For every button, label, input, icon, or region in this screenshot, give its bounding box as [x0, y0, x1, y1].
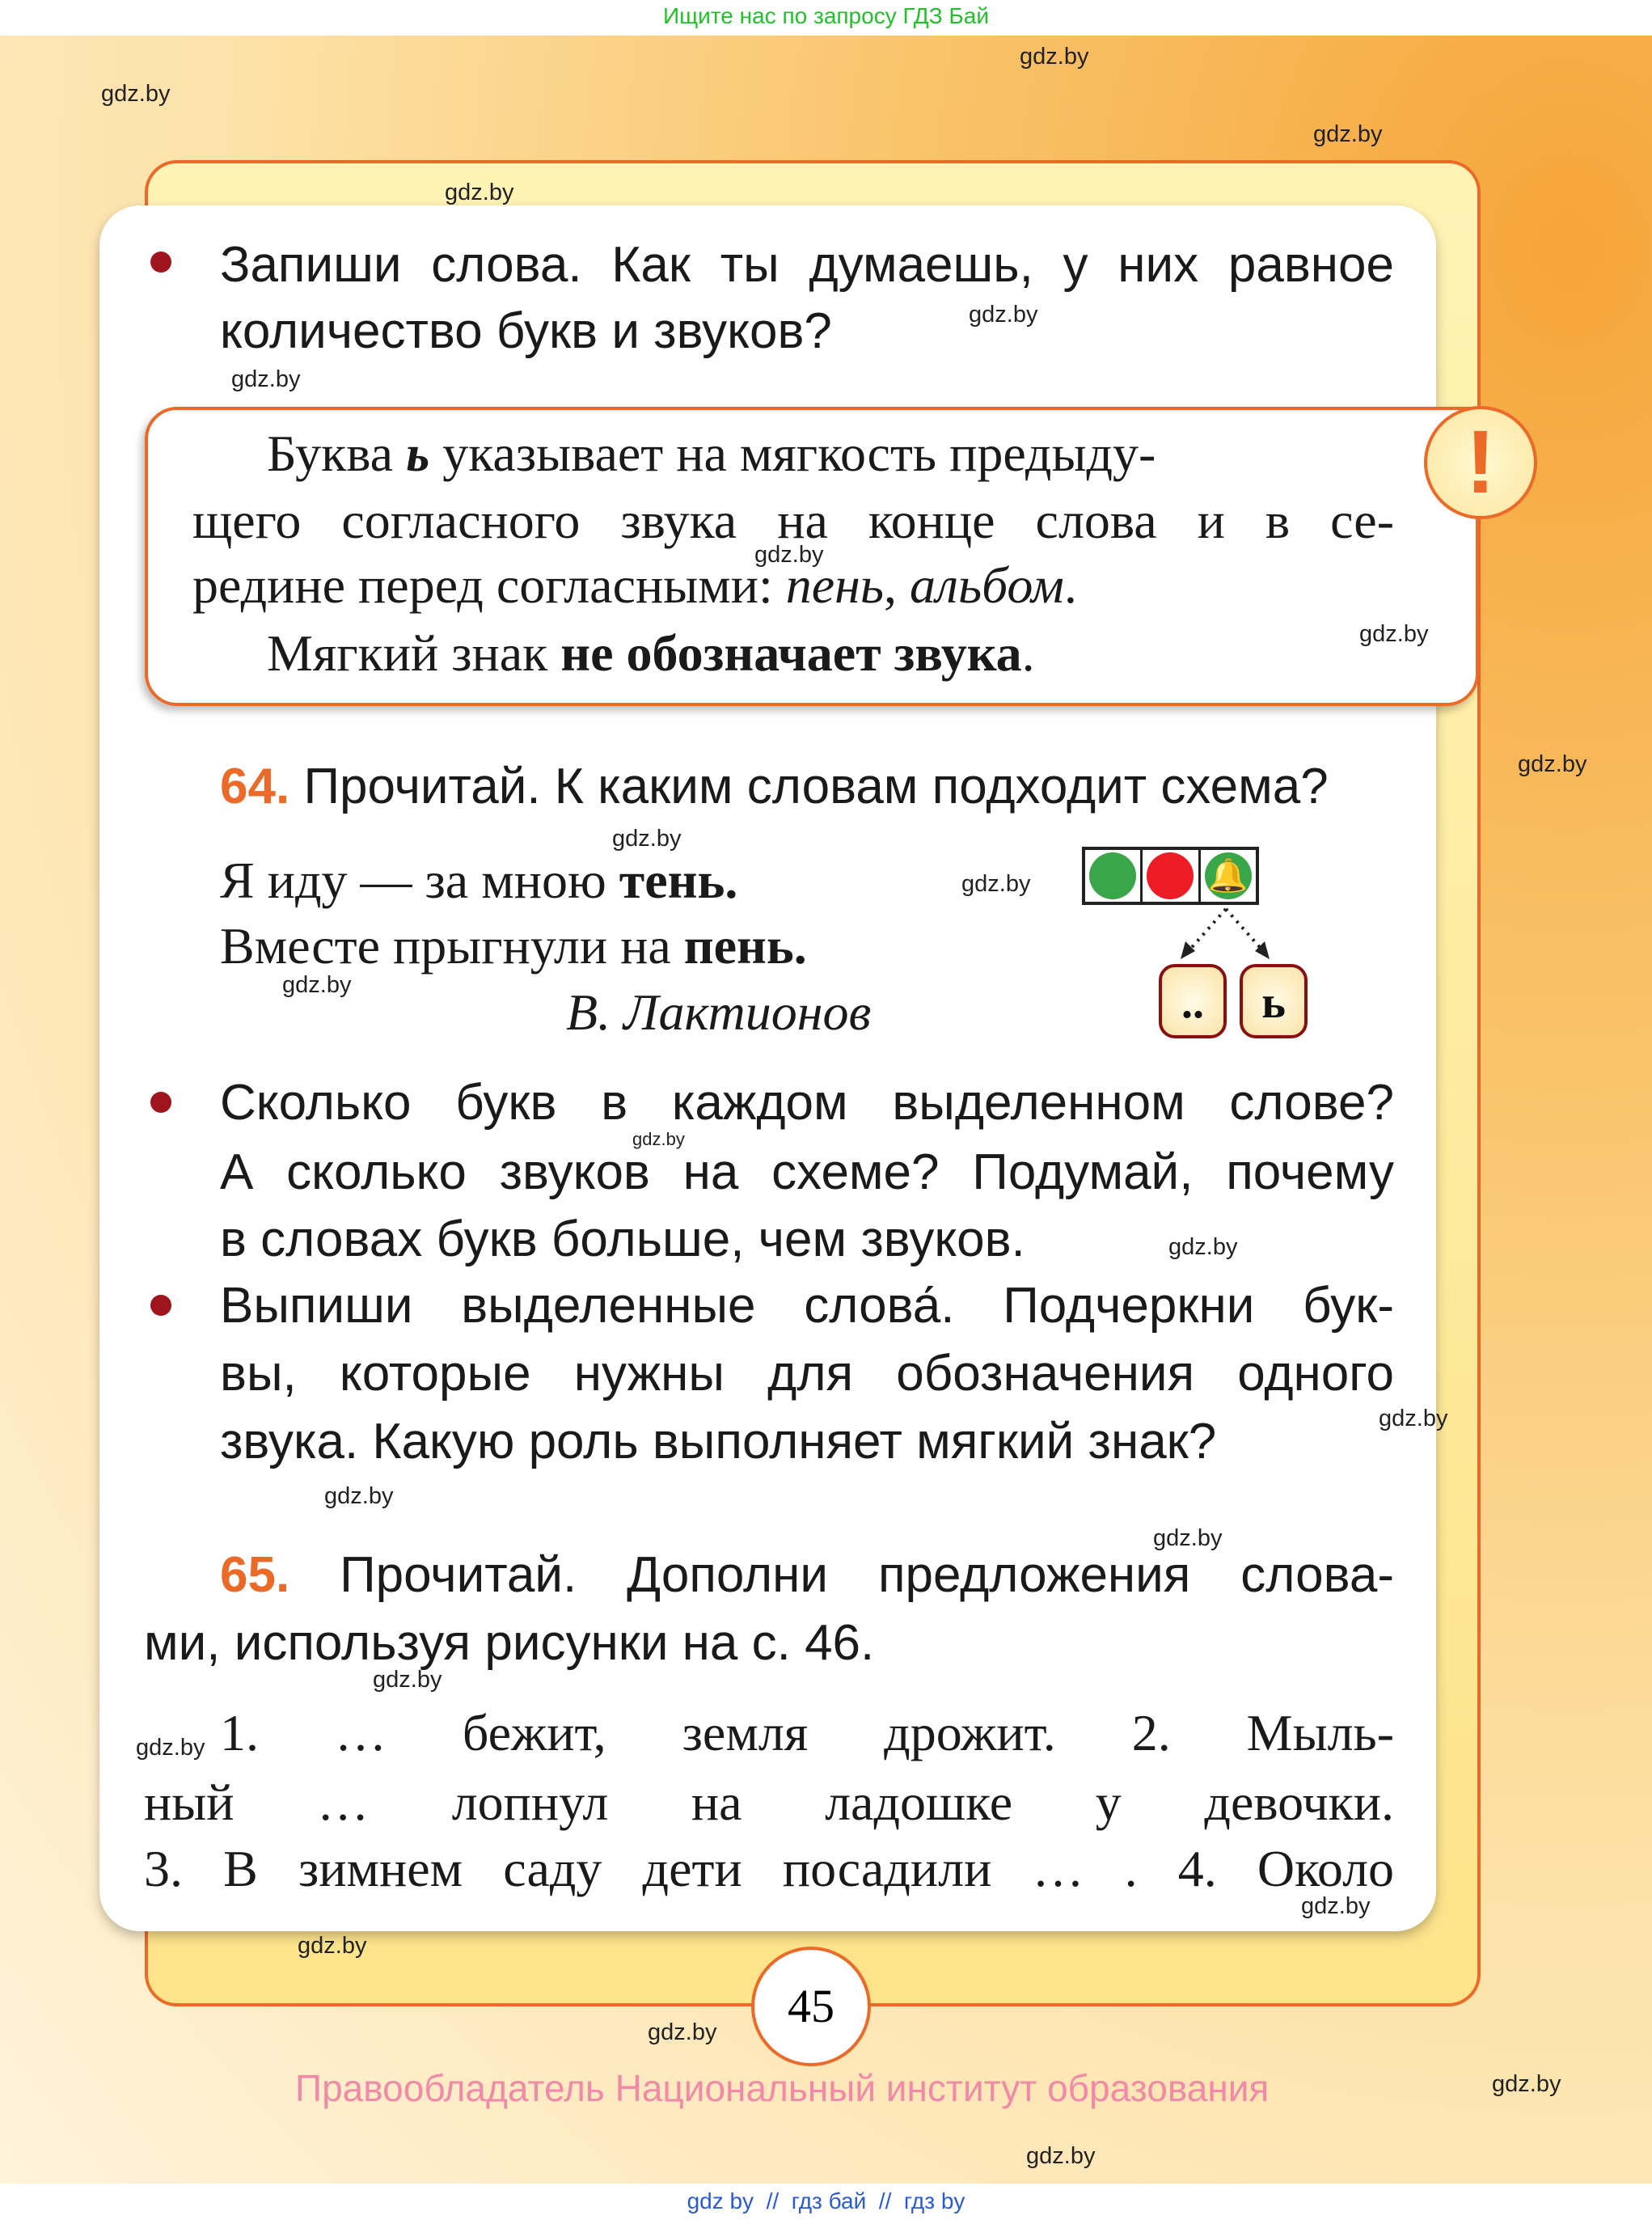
watermark: gdz.by: [1301, 1893, 1371, 1919]
watermark: gdz.by: [1359, 621, 1429, 647]
watermark: gdz.by: [1153, 1525, 1223, 1551]
top-banner: Ищите нас по запросу ГДЗ Бай: [662, 3, 990, 28]
watermark: gdz.by: [1379, 1406, 1448, 1431]
bell-icon: 🔔: [1205, 852, 1252, 899]
bullet3-line: звука. Какую роль выполняет мягкий знак?: [220, 1414, 1217, 1469]
bullet3-line: Выпиши выделенные слова́. Подчеркни бук-: [220, 1278, 1394, 1334]
watermark: gdz.by: [961, 871, 1031, 897]
poem-author: В. Лактионов: [566, 983, 872, 1041]
exercise-64-title: 64. Прочитай. К каким словам подходит схема?: [220, 759, 1329, 814]
dotted-arrows: [1164, 906, 1286, 966]
watermark: gdz.by: [969, 302, 1038, 328]
bullet2-line: в словах букв больше, чем звуков.: [220, 1211, 1025, 1267]
watermark: gdz.by: [612, 826, 682, 852]
rule-line: Буква ь указывает на мягкость предыду-: [267, 425, 1156, 482]
watermark: gdz.by: [1020, 44, 1089, 70]
rule-line: редине перед согласными: пень, альбом.: [192, 556, 1077, 614]
watermark: gdz.by: [136, 1735, 205, 1761]
watermark: gdz.by: [648, 2019, 717, 2045]
watermark: gdz.by: [1518, 751, 1587, 777]
watermark: gdz.by: [1168, 1234, 1238, 1260]
bullet2-line: Сколько букв в каждом выделенном слове?: [220, 1075, 1394, 1131]
poem-line: Вместе прыгнули на пень.: [220, 917, 807, 975]
watermark: gdz.by: [445, 180, 514, 205]
bullet-icon: [150, 252, 171, 273]
rule-line: Мягкий знак не обозначает звука.: [267, 624, 1035, 682]
rule-line: щего согласного звука на конце слова и в се-: [192, 492, 1394, 549]
exercise-65-sentence: 1. … бежит, земля дрожит. 2. Мыль-: [220, 1704, 1394, 1761]
copyright-notice: Правообладатель Национальный институт образования: [295, 2067, 1270, 2109]
page-number: 45: [751, 1947, 871, 2066]
exercise-65-sentence: ный … лопнул на ладошке у девочки.: [144, 1774, 1394, 1831]
exercise-65-sentence: 3. В зимнем саду дети посадили … . 4. Около: [144, 1840, 1394, 1897]
watermark: gdz.by: [298, 1933, 367, 1959]
bullet-icon: [150, 1092, 171, 1113]
watermark: gdz.by: [282, 972, 352, 998]
watermark: gdz.by: [231, 366, 301, 392]
watermark: gdz.by: [754, 542, 824, 568]
bullet-icon: [150, 1295, 171, 1316]
watermark: gdz.by: [1492, 2071, 1561, 2097]
watermark: gdz.by: [324, 1483, 394, 1509]
watermark: gdz.by: [1026, 2143, 1096, 2169]
vowel-circle: [1147, 852, 1194, 899]
watermark: gdz.by: [101, 81, 171, 107]
poem-line: Я иду — за мною тень.: [220, 852, 738, 909]
sound-scheme: [1082, 847, 1259, 905]
exercise-65-title: 65. Прочитай. Дополни предложения слова-: [220, 1547, 1394, 1603]
soft-consonant-circle: [1089, 852, 1136, 899]
soft-mark-box: ..: [1159, 964, 1227, 1038]
exclamation-icon: !: [1424, 406, 1537, 519]
soft-sign-box: ь: [1240, 964, 1308, 1038]
bottom-banner: gdz by // гдз бай // гдз by: [687, 2188, 965, 2213]
watermark: gdz.by: [373, 1667, 442, 1693]
watermark: gdz.by: [1313, 121, 1383, 147]
watermark: gdz.by: [632, 1129, 685, 1149]
bullet3-line: вы, которые нужны для обозначения одного: [220, 1346, 1394, 1402]
bullet1-line: Запиши слова. Как ты думаешь, у них равное: [220, 237, 1394, 293]
bullet1-line: количество букв и звуков?: [220, 303, 832, 359]
bullet2-line: А сколько звуков на схеме? Подумай, почему: [220, 1144, 1394, 1200]
exercise-65-line: ми, используя рисунки на с. 46.: [144, 1615, 875, 1671]
